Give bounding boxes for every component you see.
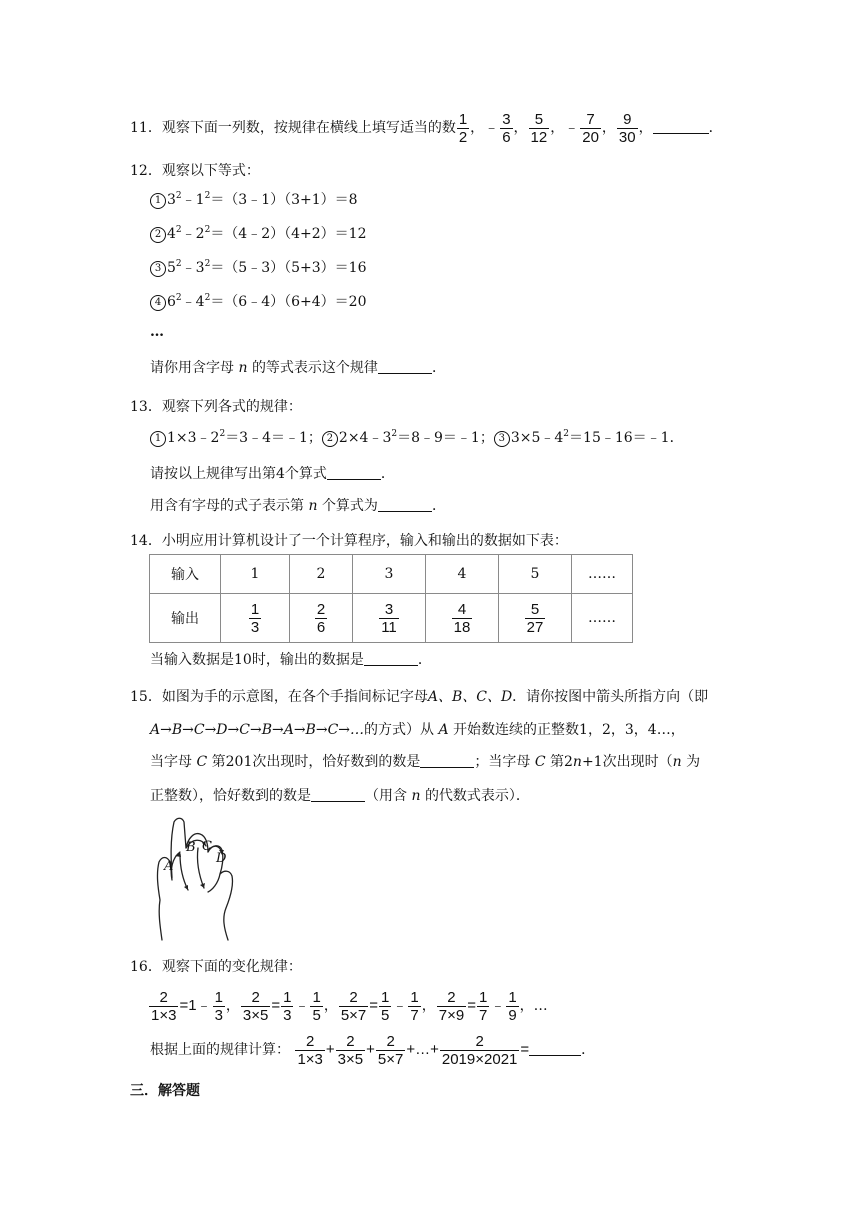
q15-line-3 [150, 752, 700, 772]
hand-diagram [150, 814, 246, 944]
q16-calc-fraction [336, 1033, 365, 1068]
q13-ask1-text: 请按以上规律写出第4个算式 [150, 466, 327, 482]
q16-minus: ﹣ [490, 997, 506, 1014]
input-cell: 4 [426, 555, 499, 594]
q15-vars: A、B、C、D [427, 689, 513, 705]
fraction-numerator: 2 [295, 1033, 324, 1051]
q16-rhs-fraction [379, 989, 391, 1024]
exponent: 2 [175, 191, 182, 201]
fraction-numerator: 2 [336, 1033, 365, 1051]
q12-base: ﹣4 [181, 294, 205, 310]
q15-line-4 [150, 786, 530, 806]
q12-circle-mark: 1 [150, 193, 166, 209]
q15-line-1 [130, 686, 708, 706]
q15-var: n [411, 788, 421, 804]
fraction-numerator: 1 [381, 988, 390, 1006]
q11-line [130, 108, 723, 148]
q13-end-2: ． [431, 498, 446, 514]
q12-rest: ＝（6﹣4）（6+4）＝20 [210, 294, 367, 310]
fraction-numerator: 1 [458, 110, 468, 128]
output-header: 输出 [150, 594, 221, 643]
q14-ask [150, 650, 432, 670]
output-cell [290, 594, 353, 643]
q15-text: 第201次出现时，恰好数到的数是 [211, 754, 421, 770]
fraction-denominator: 3 [214, 1006, 223, 1024]
fraction-denominator: 7 [478, 1006, 488, 1024]
q15-var: n [672, 754, 682, 770]
fraction-denominator: 6 [502, 128, 511, 146]
q15-var: C [534, 754, 546, 770]
fraction-numerator: 1 [312, 988, 321, 1006]
fraction-numerator: 9 [617, 111, 638, 129]
fraction-denominator: 20 [582, 128, 599, 146]
q15-seq: A→B→C→D→C→B→A→B→C→… [150, 722, 365, 738]
fraction-denominator: 1×3 [151, 1006, 177, 1024]
q16-rhs-fraction [213, 989, 225, 1024]
q16-calc [150, 1030, 595, 1070]
q14-end: ． [417, 652, 432, 668]
q15-text: 开始数连续的正整数1，2，3，4…， [453, 722, 685, 738]
q15-line-2 [150, 720, 685, 740]
q11-sep: ， [601, 120, 616, 136]
q13-mark-3: 3 [494, 431, 510, 447]
q16-minus: ﹣ [392, 997, 408, 1014]
q15-answer-blank-1[interactable] [420, 753, 474, 768]
exponent: 2 [204, 191, 211, 201]
fraction-denominator: 27 [526, 618, 544, 636]
fraction-denominator: 7×9 [438, 1006, 465, 1024]
q15-var: C [196, 754, 208, 770]
hand-outline [157, 818, 232, 940]
fig-label-d: D [216, 851, 227, 866]
output-cell [426, 594, 499, 643]
q12-rest: ＝（3﹣1）（3+1）＝8 [210, 192, 358, 208]
q13-mark-1: 1 [150, 431, 166, 447]
fraction-numerator: 2 [376, 1033, 405, 1051]
q16-rhs-fraction [506, 989, 518, 1024]
fraction-numerator: 2 [339, 989, 368, 1007]
q15-text: ；当字母 [474, 754, 531, 770]
fraction-numerator: 1 [478, 988, 488, 1006]
q13-f1-b: ＝3﹣4＝﹣1； [225, 430, 322, 446]
q13-ask1 [150, 464, 395, 484]
inner-arrow [180, 854, 188, 890]
q14-answer-blank[interactable] [364, 651, 418, 666]
output-cell [221, 594, 290, 643]
q14-io-table [149, 554, 633, 643]
input-cell: 1 [221, 555, 290, 594]
q11-sep: ， [470, 120, 485, 136]
q16-lhs-fraction [339, 989, 368, 1024]
input-cell: 5 [499, 555, 572, 594]
q16-label: 16．观察下面的变化规律： [130, 959, 302, 975]
q16-lhs-fraction [149, 989, 178, 1024]
q16-calc-eq: = [520, 1041, 530, 1058]
fraction-numerator: 3 [379, 601, 399, 619]
q16-rhs-fraction [281, 989, 293, 1024]
q11-end: ． [708, 120, 723, 136]
q11-term-2 [500, 111, 512, 146]
q13-label: 13．观察下列各式的规律： [130, 399, 302, 415]
fig-label-b: B [186, 840, 196, 855]
fraction-numerator: 4 [452, 601, 473, 619]
fraction-denominator: 3 [250, 618, 260, 636]
q14-ask-text: 当输入数据是10时，输出的数据是 [150, 652, 364, 668]
q16-end: ． [581, 1042, 596, 1058]
q12-label: 12．观察以下等式： [130, 163, 260, 179]
q11-term-3 [529, 111, 550, 146]
q13-ask2 [150, 496, 446, 516]
exponent: 2 [175, 225, 182, 235]
q12-base: 6 [167, 294, 176, 310]
exponent: 2 [175, 259, 182, 269]
q15-text: 的代数式表示）． [424, 788, 530, 804]
output-fraction [525, 601, 546, 636]
q16-plus: + [366, 1041, 375, 1058]
q12-base: ﹣3 [181, 260, 205, 276]
q11-term-1 [457, 111, 469, 146]
fraction-denominator: 2 [458, 128, 468, 146]
q12-ask-post: 的等式表示这个规律 [251, 360, 378, 376]
input-header: 输入 [150, 555, 221, 594]
q12-answer-blank[interactable] [378, 359, 432, 374]
q16-rhs-fraction [477, 989, 489, 1024]
exponent: 2 [204, 293, 211, 303]
fraction-denominator: 3×5 [337, 1050, 364, 1068]
q13-f2-a: 2×4﹣3 [338, 430, 392, 446]
fraction-denominator: 2019×2021 [441, 1050, 518, 1068]
q13-ask2-var: n [308, 498, 318, 514]
q11-sign: ﹣ [564, 119, 580, 136]
fraction-numerator: 1 [410, 988, 419, 1006]
q15-text: 为 [686, 754, 701, 770]
q12-base: ﹣1 [181, 192, 205, 208]
q15-text: 第2 [549, 754, 573, 770]
q16-lhs-fraction [241, 989, 270, 1024]
q12-equation-3 [150, 258, 367, 278]
q15-text: 当字母 [150, 754, 192, 770]
table-row [150, 555, 633, 594]
q16-plus: +…+ [406, 1041, 439, 1058]
exponent: 2 [204, 225, 211, 235]
fraction-numerator: 2 [440, 1033, 520, 1051]
q12-ellipsis: … [150, 324, 164, 340]
q13-f1-a: 1×3﹣2 [167, 430, 220, 446]
q13-formulas: 1 $1\times 3﹣2^2=3﹣4=﹣1$； 2 $2\times 4﹣3^2=8﹣9=﹣1$； 3 $3\times 5﹣4^2=15﹣16=﹣1$． [150, 428, 684, 448]
fraction-denominator: 1×3 [297, 1050, 323, 1068]
fraction-numerator: 2 [241, 989, 270, 1007]
input-cell: …… [572, 555, 633, 594]
fraction-denominator: 3×5 [242, 1006, 269, 1024]
input-cell: 3 [353, 555, 426, 594]
q15-var: A [438, 722, 449, 738]
fig-label-c: C [202, 839, 212, 854]
q11-label: 11．观察下面一列数，按规律在横线上填写适当的数 [130, 120, 456, 136]
output-fraction [249, 601, 261, 636]
exponent: 2 [204, 259, 211, 269]
q15-var: n [572, 754, 582, 770]
fraction-denominator: 12 [530, 128, 548, 146]
q15-text: +1次出现时（ [581, 754, 673, 770]
table-row [150, 594, 633, 643]
fraction-numerator: 1 [214, 988, 223, 1006]
fraction-numerator: 2 [437, 989, 466, 1007]
fraction-numerator: 5 [525, 601, 546, 619]
q13-f3-a: 3×5﹣4 [510, 430, 564, 446]
q11-answer-blank[interactable] [653, 119, 709, 134]
output-fraction [452, 601, 473, 636]
fraction-numerator: 1 [283, 988, 292, 1006]
fraction-numerator: 1 [250, 600, 260, 618]
q12-rest: ＝（4﹣2）（4+2）＝12 [210, 226, 367, 242]
q16-answer-blank[interactable] [529, 1041, 581, 1056]
fraction-denominator: 5×7 [377, 1050, 404, 1068]
q16-eq: = [369, 997, 379, 1014]
q16-pattern [148, 986, 548, 1026]
q12-rest: ＝（5﹣3）（5+3）＝16 [210, 260, 367, 276]
q11-term-5 [617, 111, 638, 146]
q16-rhs-fraction [408, 989, 420, 1024]
fraction-numerator: 2 [316, 600, 326, 618]
q16-sep: ，… [519, 998, 548, 1014]
fraction-numerator: 3 [502, 110, 511, 128]
q16-sep: ， [323, 998, 338, 1014]
fraction-denominator: 30 [618, 128, 636, 146]
q13-answer-blank-2[interactable] [378, 497, 432, 512]
q16-eq: = [271, 997, 281, 1014]
q14-label: 14．小明应用计算机设计了一个计算程序，输入和输出的数据如下表： [130, 533, 568, 549]
q13-f3-b: ＝15﹣16＝﹣1． [569, 430, 684, 446]
q12-base: ﹣2 [181, 226, 205, 242]
q12-circle-mark: 4 [150, 295, 166, 311]
q12-ask-var: n [238, 360, 248, 376]
fraction-denominator: 5 [312, 1006, 321, 1024]
q13-ask2-pre: 用含有字母的式子表示第 [150, 498, 304, 514]
q12-equation-4 [150, 292, 367, 312]
q16-eq: = [467, 997, 476, 1014]
q16-calc-label: 根据上面的规律计算： [150, 1042, 290, 1058]
q15-text: （用含 [365, 788, 407, 804]
q16-plus: + [325, 1041, 335, 1058]
q12-equation-1 [150, 190, 358, 210]
fraction-denominator: 5×7 [340, 1006, 367, 1024]
fraction-numerator: 2 [149, 989, 178, 1007]
q11-sign: ﹣ [484, 119, 500, 136]
fraction-denominator: 11 [381, 618, 397, 636]
q13-end-1: ． [380, 466, 395, 482]
fraction-denominator: 3 [283, 1006, 292, 1024]
q16-sep: ， [421, 998, 436, 1014]
output-cell [353, 594, 426, 643]
q16-minus: ﹣ [294, 997, 310, 1014]
q11-terms [456, 110, 653, 146]
fraction-numerator: 7 [580, 111, 601, 129]
q12-circle-mark: 2 [150, 227, 166, 243]
fig-label-a: A [164, 859, 174, 874]
section-heading: 三．解答题 [130, 1083, 200, 1099]
fraction-denominator: 5 [381, 1006, 390, 1024]
q16-eq: =1﹣ [179, 997, 212, 1014]
exponent: 2 [175, 293, 182, 303]
fraction-denominator: 7 [410, 1006, 419, 1024]
fraction-denominator: 6 [316, 618, 326, 636]
q12-base: 5 [167, 260, 176, 276]
q15-text: 正整数），恰好数到的数是 [150, 788, 311, 804]
q11-term-4 [580, 111, 601, 146]
q16-calc-fraction [440, 1033, 520, 1068]
q15-text: 15．如图为手的示意图，在各个手指间标记字母 [130, 689, 428, 705]
q15-text: 的方式）从 [364, 722, 435, 738]
q13-mark-2: 2 [322, 431, 338, 447]
inner-arrow-2 [197, 848, 204, 888]
output-cell: …… [572, 594, 633, 643]
q11-sep: ， [550, 120, 565, 136]
input-cell: 2 [290, 555, 353, 594]
q16-calc-fraction [295, 1033, 324, 1068]
q11-sep: ， [513, 120, 528, 136]
fraction-denominator: 9 [508, 1006, 517, 1024]
q11-sep: ， [638, 120, 653, 136]
q12-equation-2 [150, 224, 367, 244]
fraction-numerator: 5 [529, 111, 550, 129]
q16-lhs-fraction [437, 989, 466, 1024]
fraction-numerator: 1 [508, 988, 517, 1006]
output-fraction [379, 601, 399, 636]
output-fraction [315, 601, 327, 636]
q12-base: 4 [167, 226, 176, 242]
fraction-denominator: 18 [453, 618, 471, 636]
q12-base: 3 [167, 192, 176, 208]
q15-answer-blank-2[interactable] [311, 787, 365, 802]
finger-arrow-d [208, 874, 220, 892]
q12-circle-mark: 3 [150, 261, 166, 277]
q12-ask-pre: 请你用含字母 [150, 360, 234, 376]
q13-ask2-post: 个算式为 [321, 498, 378, 514]
output-cell [499, 594, 572, 643]
q13-answer-blank-1[interactable] [327, 465, 381, 480]
q15-text: ．请你按图中箭头所指方向（即 [512, 689, 709, 705]
q12-end: ． [431, 360, 446, 376]
q16-sep: ， [225, 998, 240, 1014]
q16-calc-fraction [376, 1033, 405, 1068]
q13-f2-b: ＝8﹣9＝﹣1； [397, 430, 494, 446]
q12-ask [150, 358, 446, 378]
q16-rhs-fraction [310, 989, 322, 1024]
